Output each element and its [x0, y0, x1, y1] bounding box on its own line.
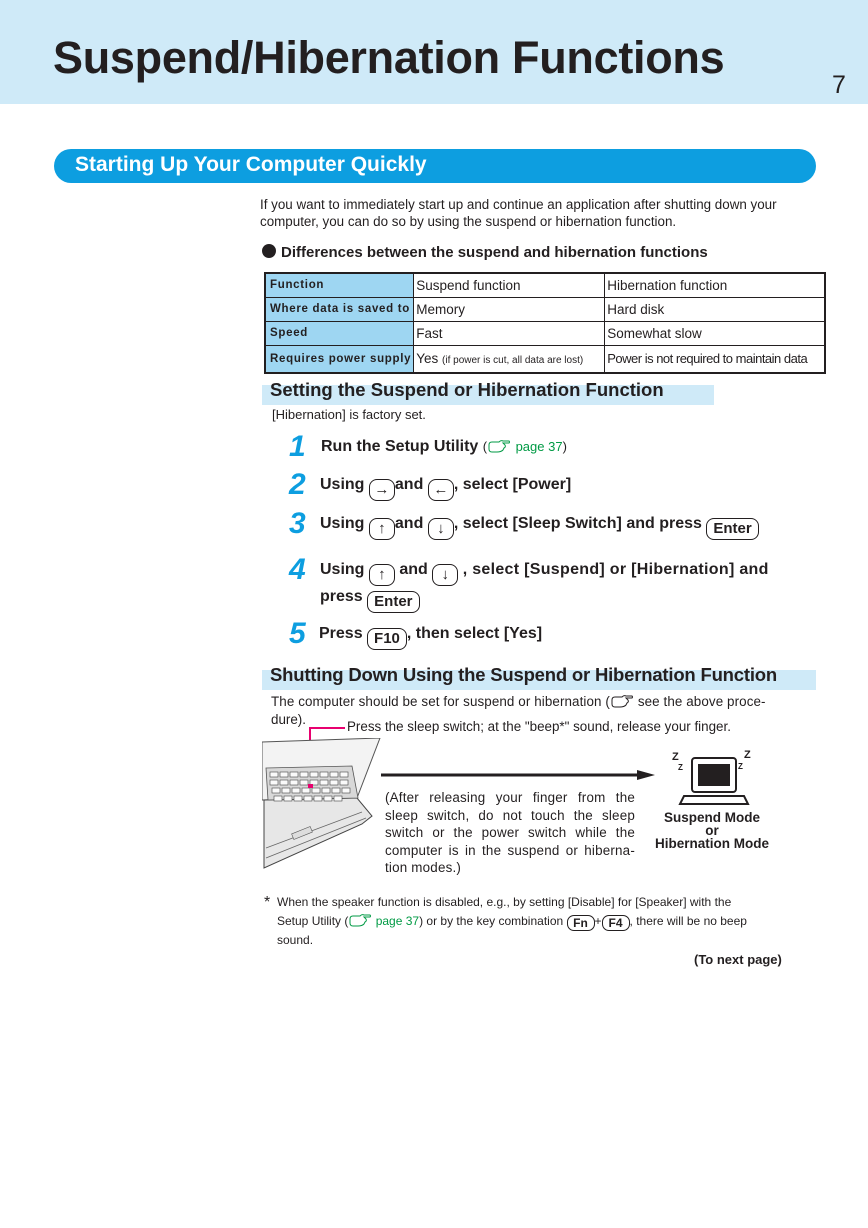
suspend-cell: Suspend function [414, 273, 605, 297]
callout-line [309, 727, 345, 729]
enter-key-icon: Enter [706, 518, 758, 540]
svg-text:Z: Z [678, 763, 683, 772]
step-5: 5 Press F10 , then select [Yes] [289, 617, 543, 650]
row-label: Function [265, 273, 414, 297]
step-3: 3 Using ↑ and ↓ , select [Sleep Switch] and press Enter [320, 515, 759, 540]
row-label: Speed [265, 321, 414, 345]
sleeping-computer-icon [670, 748, 756, 808]
table-row [265, 321, 825, 345]
section-heading-bar [54, 149, 816, 183]
shutting-heading: Shutting Down Using the Suspend or Hibernation Function [270, 664, 777, 685]
down-arrow-key-icon: ↓ [432, 564, 458, 586]
hibernation-cell: Hibernation function [605, 273, 825, 297]
right-arrow-key-icon: → [369, 479, 395, 501]
suspend-cell: Memory [414, 297, 605, 321]
laptop-illustration [262, 738, 386, 882]
step-2: 2 Using → and ← , select [Power] [289, 468, 572, 501]
table-row [265, 297, 825, 321]
f4-key-icon: F4 [602, 915, 630, 931]
page-link[interactable]: page 37 [375, 914, 420, 928]
hibernation-cell: Somewhat slow [605, 321, 825, 345]
step-number: 1 [289, 430, 306, 463]
svg-text:Z: Z [744, 749, 751, 761]
right-arrow-icon [381, 770, 655, 780]
svg-text:Z: Z [738, 762, 743, 771]
page-link[interactable]: page 37 [515, 439, 563, 454]
step-4-continued: press Enter [320, 588, 420, 613]
f10-key-icon: F10 [367, 628, 407, 650]
hibernation-cell: Power is not required to maintain data [605, 345, 825, 373]
pointing-hand-icon [610, 694, 634, 708]
suspend-cell: Fast [414, 321, 605, 345]
svg-text:Z: Z [672, 751, 679, 763]
suspend-cell: Yes (if power is cut, all data are lost) [414, 345, 605, 373]
to-next-page: (To next page) [694, 952, 782, 967]
hibernation-cell: Hard disk [605, 297, 825, 321]
down-arrow-key-icon: ↓ [428, 518, 454, 540]
footnote: * When the speaker function is disabled, e.g., by setting [Disable] for [Speaker] with the Setup Utility ( page 37) or by the key combination Fn + F4 , there will be no beep sound. [264, 894, 747, 947]
up-arrow-key-icon: ↑ [369, 518, 395, 540]
table-row [265, 345, 825, 373]
shutting-paragraph: The computer should be set for suspend or hibernation ( see the above proce- [271, 694, 766, 709]
fn-key-icon: Fn [567, 915, 595, 931]
step-1: 1 Run the Setup Utility ( page 37) [289, 430, 567, 463]
step-number: 3 [289, 507, 306, 540]
comparison-table [264, 272, 826, 374]
after-note: (After releasing your finger from the sleep switch, do not touch the sleep switch or the power switch while the computer is in the suspend or hiberna-tion modes.) [385, 790, 635, 875]
suspend-note: (if power is cut, all data are lost) [442, 355, 584, 367]
step-4: 4 Using ↑ and ↓ , select [Suspend] or [Hibernation] and [289, 553, 769, 586]
page-number: 7 [832, 71, 846, 99]
differences-heading: Differences between the suspend and hibernation functions [262, 244, 708, 261]
left-arrow-key-icon: ← [428, 479, 454, 501]
page-title: Suspend/Hibernation Functions [53, 32, 725, 83]
table-row [265, 273, 825, 297]
pointing-hand-icon [487, 439, 511, 453]
pointing-hand-icon [348, 913, 372, 927]
bullet-icon [262, 244, 276, 258]
setting-heading-bar [262, 379, 714, 405]
step-number: 2 [289, 468, 306, 501]
row-label: Where data is saved to [265, 297, 414, 321]
step-number: 4 [289, 553, 306, 586]
intro-paragraph: If you want to immediately start up and continue an application after shutting down your computer, you can do so by using the suspend or hibernation function. [260, 197, 777, 229]
mode-label: Suspend Mode or Hibernation Mode [655, 810, 769, 851]
factory-note: [Hibernation] is factory set. [272, 407, 426, 422]
up-arrow-key-icon: ↑ [369, 564, 395, 586]
section-heading: Starting Up Your Computer Quickly [75, 153, 427, 176]
callout-text: Press the sleep switch; at the "beep*" sound, release your finger. [347, 719, 731, 734]
sleep-switch [308, 784, 313, 788]
step-number: 5 [289, 617, 306, 650]
shutting-paragraph-end: dure). [271, 712, 306, 727]
shutting-heading-bar [262, 664, 816, 690]
row-label: Requires power supply [265, 345, 414, 373]
enter-key-icon: Enter [367, 591, 419, 613]
setting-heading: Setting the Suspend or Hibernation Function [270, 379, 664, 400]
